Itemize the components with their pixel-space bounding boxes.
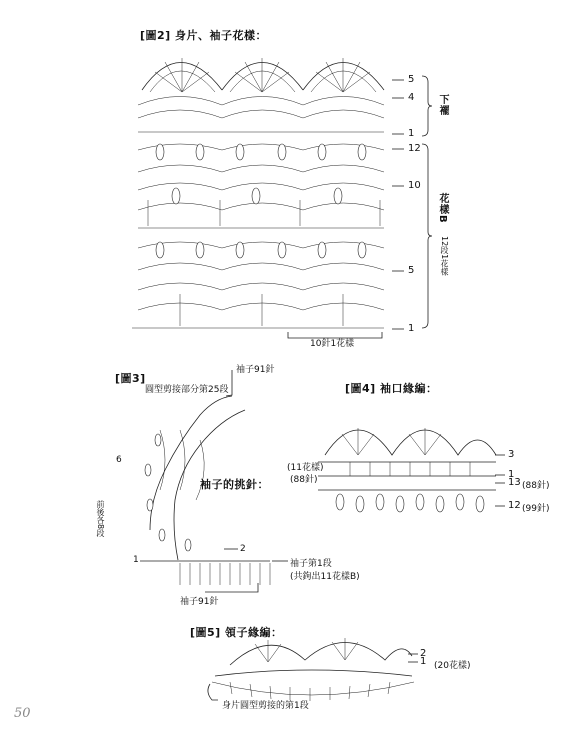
fig4-row-12: 12 bbox=[508, 500, 521, 511]
fig3-row-6: 6 bbox=[116, 455, 122, 465]
fig2-section-hem: 下襬 bbox=[437, 94, 448, 116]
fig3-row1-note: (共鉤出11花樣B) bbox=[290, 572, 360, 582]
fig2-repeat-label: 10針1花樣 bbox=[310, 339, 355, 349]
fig4-row12-note: (99針) bbox=[522, 504, 550, 514]
fig2-row-5-top: 5 bbox=[408, 74, 415, 85]
fig5-row-1: 1 bbox=[420, 656, 427, 667]
fig2-row-1-top: 1 bbox=[408, 128, 415, 139]
fig2-section-note: 12段1花樣 bbox=[440, 236, 449, 276]
fig5-bottom-label: 身片圓型剪接的第1段 bbox=[222, 701, 309, 711]
fig4-title: [圖4] 袖口緣編： bbox=[345, 382, 438, 395]
fig2-row-4: 4 bbox=[408, 92, 415, 103]
fig2-title: [圖2] 身片、袖子花樣： bbox=[140, 29, 268, 42]
fig2-row-12: 12 bbox=[408, 143, 421, 154]
fig5-title: [圖5] 領子緣編： bbox=[190, 626, 283, 639]
fig4-stitches: (88針) bbox=[290, 475, 318, 485]
fig3-row1-label: 袖子第1段 bbox=[290, 559, 332, 569]
fig4-row-13: 13 bbox=[508, 477, 521, 488]
fig5-row-2: 2 bbox=[420, 648, 427, 659]
fig5-motifs: (20花樣) bbox=[434, 661, 471, 671]
fig2-row-1-bottom: 1 bbox=[408, 323, 415, 334]
fig4-row13-note: (88針) bbox=[522, 481, 550, 491]
fig3-sleeve-top: 袖子91針 bbox=[236, 365, 275, 375]
fig3-title: [圖3] bbox=[115, 372, 146, 385]
fig3-sleeve-bottom: 袖子91針 bbox=[180, 597, 219, 607]
fig4-motifs: (11花樣) bbox=[287, 463, 324, 473]
fig2-row-5-bottom: 5 bbox=[408, 265, 415, 276]
page-number: 50 bbox=[14, 706, 31, 721]
fig3-raglan-label: 圓型剪接部分第25段 bbox=[145, 385, 229, 395]
fig2-row-10: 10 bbox=[408, 180, 421, 191]
fig3-row-1: 1 bbox=[133, 555, 139, 565]
fig3-side-label: 前後各8段 bbox=[96, 500, 105, 538]
fig3-center-label: 袖子的挑針： bbox=[200, 478, 269, 491]
fig4-row-1: 1 bbox=[508, 469, 515, 480]
fig3-row-2: 2 bbox=[240, 544, 246, 554]
fig4-row-3: 3 bbox=[508, 449, 515, 460]
fig2-section-pattern-b: 花樣B bbox=[437, 193, 448, 224]
